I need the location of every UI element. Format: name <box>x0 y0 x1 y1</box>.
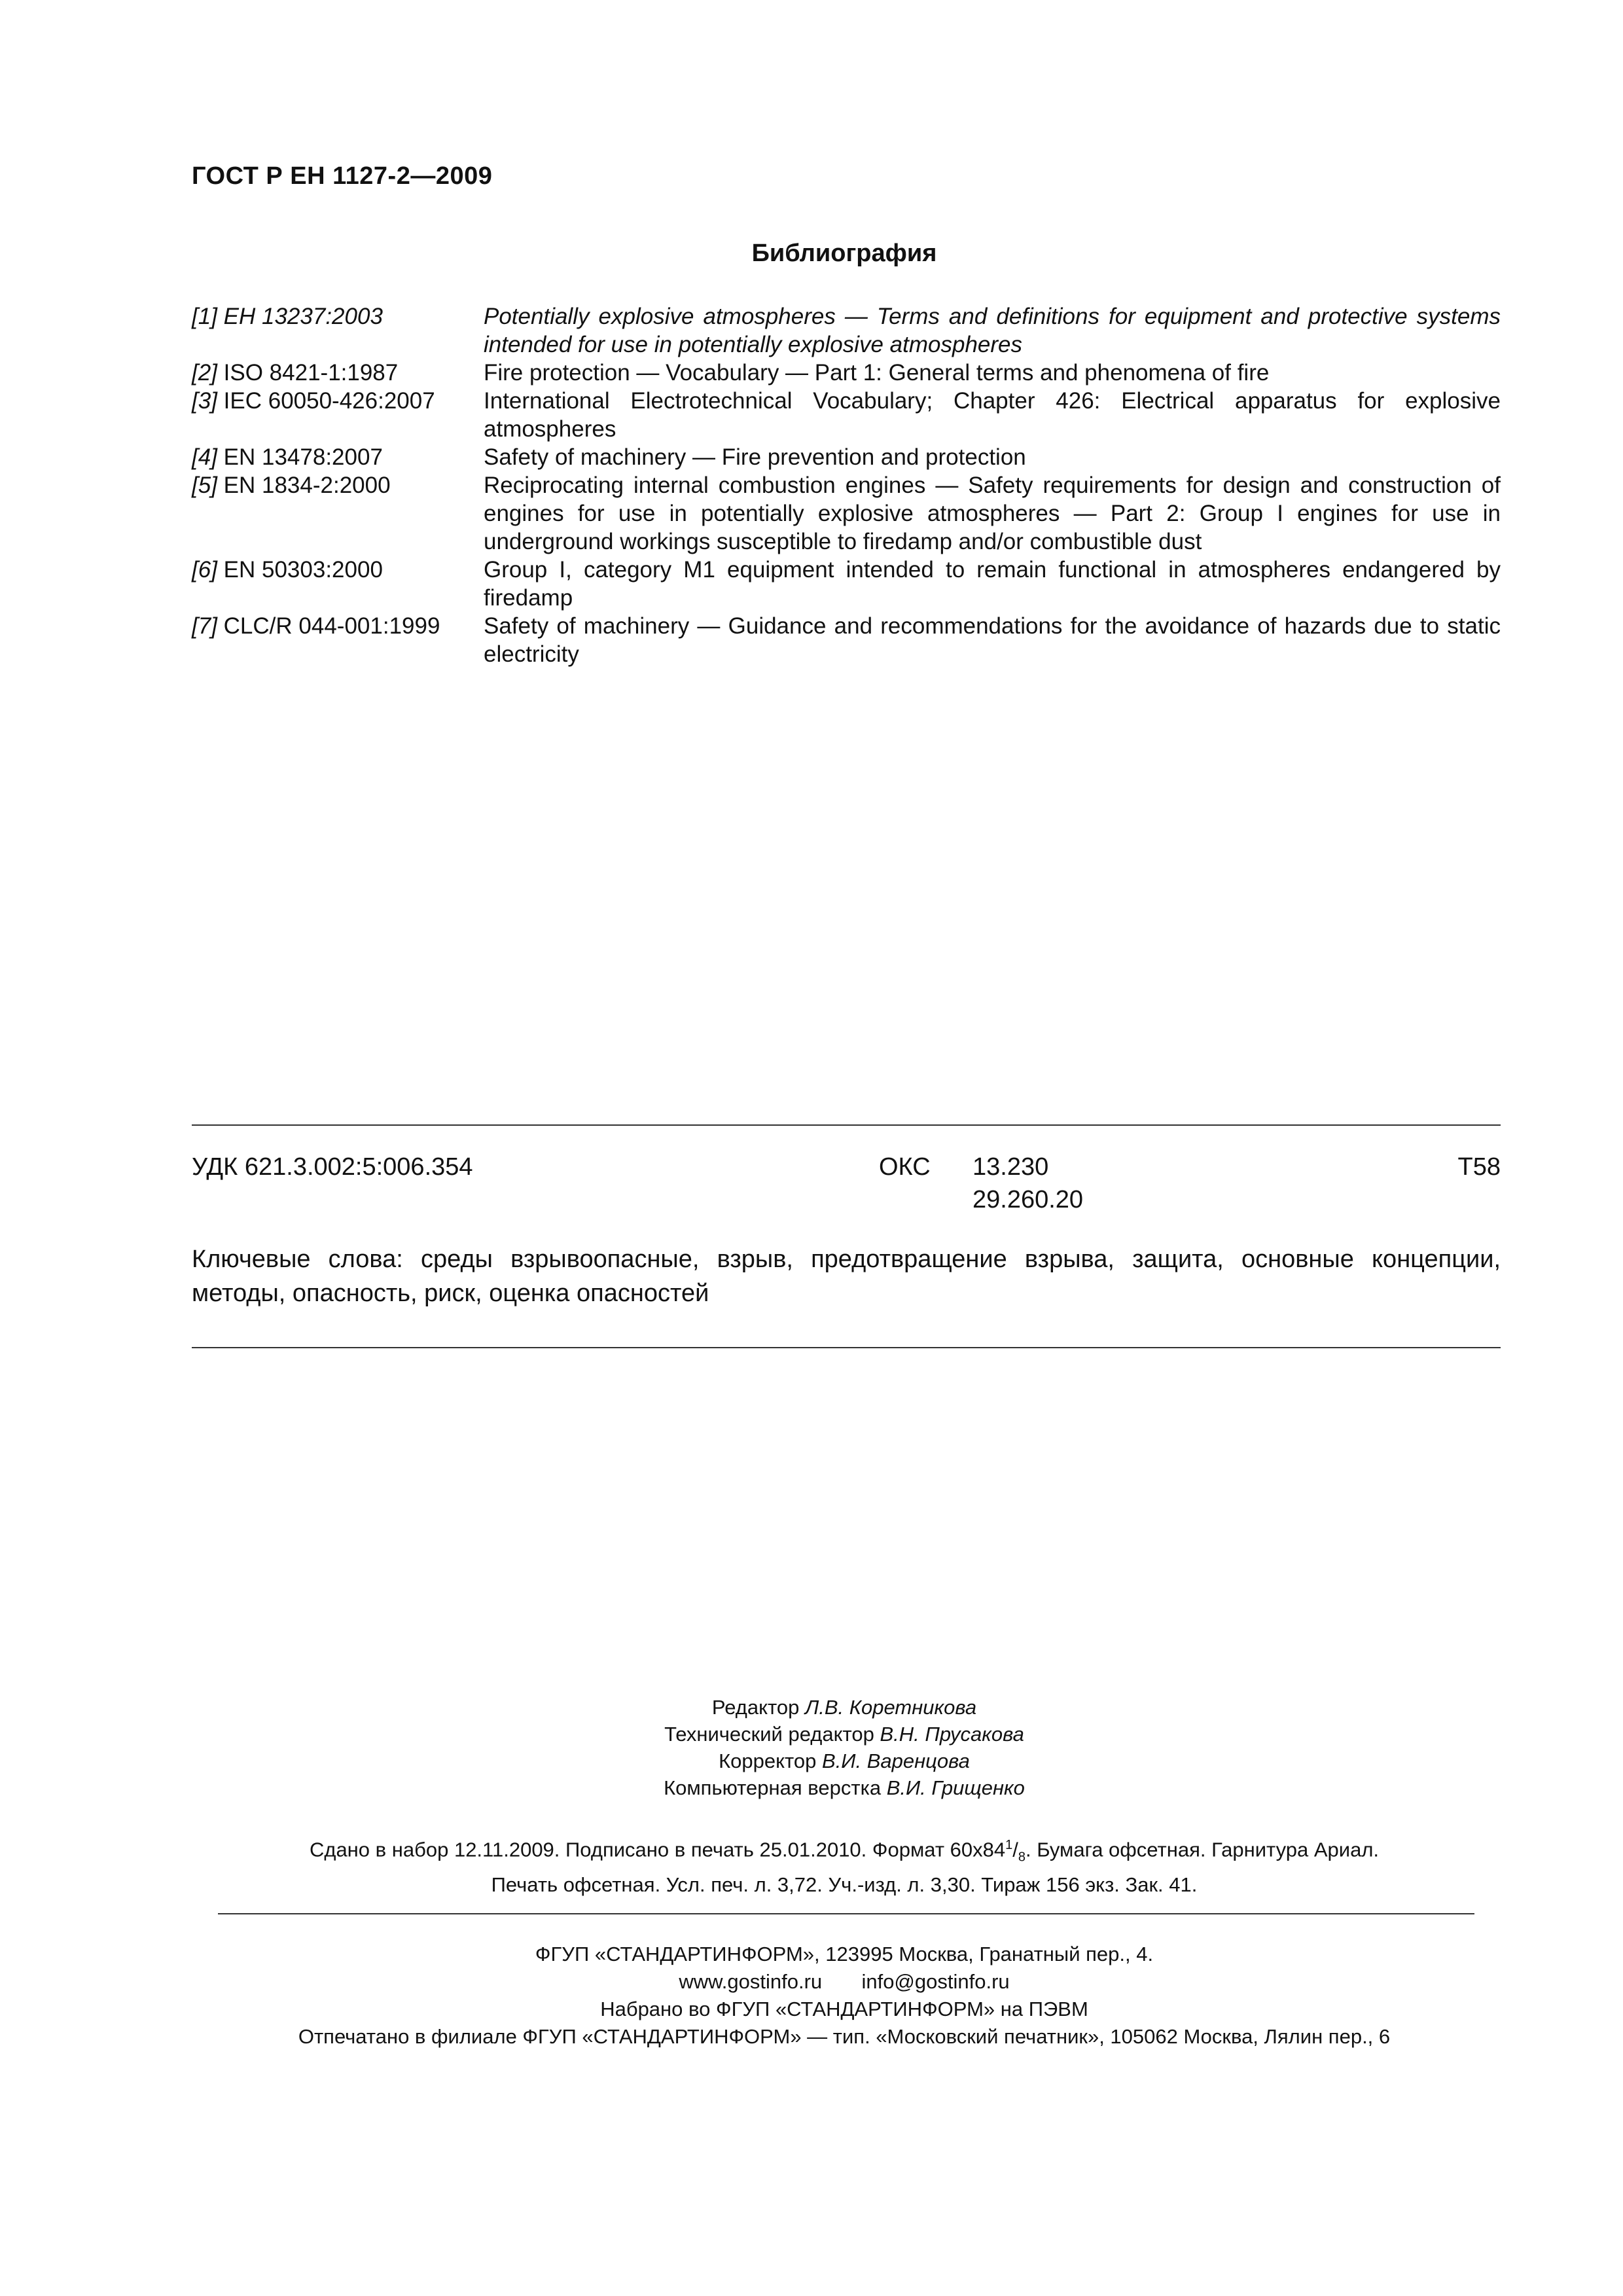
divider-line <box>192 1347 1501 1348</box>
udk-code: УДК 621.3.002:5:006.354 <box>192 1153 473 1181</box>
divider-line <box>192 1124 1501 1126</box>
credit-line: Компьютерная верстка В.И. Грищенко <box>664 1776 1025 1799</box>
divider-line <box>218 1913 1474 1914</box>
publication-info <box>0 1831 1623 1899</box>
publisher-contacts <box>0 1968 1623 1996</box>
oks-label: ОКС <box>879 1153 931 1181</box>
printed-info: Отпечатано в филиале ФГУП «СТАНДАРТИНФОРМ» — тип. «Московский печатник», 105062 Москва, Лялин пер., 6 <box>298 2025 1391 2048</box>
bibliography-entry <box>192 556 1501 612</box>
keywords: Ключевые слова: среды взрывоопасные, взрыв, предотвращение взрыва, защита, основные концепции, методы, опасность, риск, оценка опасностей <box>192 1246 1501 1307</box>
oks-value: 29.260.20 <box>972 1186 1084 1213</box>
bibliography-text: Safety of machinery — Guidance and recommendations for the avoidance of hazards due to static electricity <box>484 613 1501 667</box>
printing-info <box>0 1941 1623 2051</box>
bibliography-ref: [5] EN 1834-2:2000 <box>192 473 391 498</box>
bibliography-ref: [7] CLC/R 044-001:1999 <box>192 613 440 639</box>
email-link[interactable]: info@gostinfo.ru <box>861 1970 1010 1993</box>
typeset-info: Набрано во ФГУП «СТАНДАРТИНФОРМ» на ПЭВМ <box>600 1998 1088 2020</box>
bibliography-ref: [3] IEC 60050-426:2007 <box>192 388 435 414</box>
publisher-address: ФГУП «СТАНДАРТИНФОРМ», 123995 Москва, Гранатный пер., 4. <box>535 1943 1154 1965</box>
document-code: ГОСТ Р ЕН 1127-2—2009 <box>192 162 493 190</box>
bibliography-list <box>192 302 1501 668</box>
credit-line: Редактор Л.В. Коретникова <box>711 1696 977 1719</box>
bibliography-text: Reciprocating internal combustion engines — Safety requirements for design and construction of engines for use in potentially explosive atmospheres — Part 2: Group I engines for use in underground workings susceptible to firedamp and/or combustible dust <box>484 473 1501 554</box>
publication-line: Печать офсетная. Усл. печ. л. 3,72. Уч.-изд. л. 3,30. Тираж 156 экз. Зак. 41. <box>491 1873 1198 1896</box>
bibliography-text: Safety of machinery — Fire prevention and protection <box>484 444 1026 470</box>
bibliography-ref: [2] ISO 8421-1:1987 <box>192 360 399 386</box>
credits-block <box>0 1694 1623 1801</box>
credit-line: Технический редактор В.Н. Прусакова <box>664 1723 1024 1746</box>
bibliography-text: Group I, category M1 equipment intended to remain functional in atmospheres endangered by firedamp <box>484 557 1501 611</box>
bibliography-text: International Electrotechnical Vocabulary; Chapter 426: Electrical apparatus for explosive atmospheres <box>484 388 1501 442</box>
classification-code: Т58 <box>1457 1153 1501 1181</box>
bibliography-text: Potentially explosive atmospheres — Terms and definitions for equipment and protective systems intended for use in potentially explosive atmospheres <box>484 304 1501 357</box>
bibliography-entry <box>192 471 1501 556</box>
bibliography-ref: [6] EN 50303:2000 <box>192 557 383 583</box>
website-link[interactable]: www.gostinfo.ru <box>679 1970 823 1993</box>
bibliography-ref: [1] ЕН 13237:2003 <box>192 304 383 329</box>
oks-value: 13.230 <box>972 1153 1049 1181</box>
bibliography-entry <box>192 443 1501 471</box>
bibliography-entry <box>192 359 1501 387</box>
publication-line: Сдано в набор 12.11.2009. Подписано в печать 25.01.2010. Формат $60x84^1/_8$. Бумага офсетная. Гарнитура Ариал. <box>309 1838 1380 1865</box>
bibliography-entry <box>192 302 1501 359</box>
bibliography-ref: [4] EN 13478:2007 <box>192 444 383 470</box>
credit-line: Корректор В.И. Варенцова <box>719 1749 970 1772</box>
bibliography-text: Fire protection — Vocabulary — Part 1: General terms and phenomena of fire <box>484 360 1270 386</box>
bibliography-title: Библиография <box>751 240 937 267</box>
bibliography-entry <box>192 387 1501 443</box>
oks-values <box>972 1151 1083 1216</box>
bibliography-entry <box>192 612 1501 668</box>
